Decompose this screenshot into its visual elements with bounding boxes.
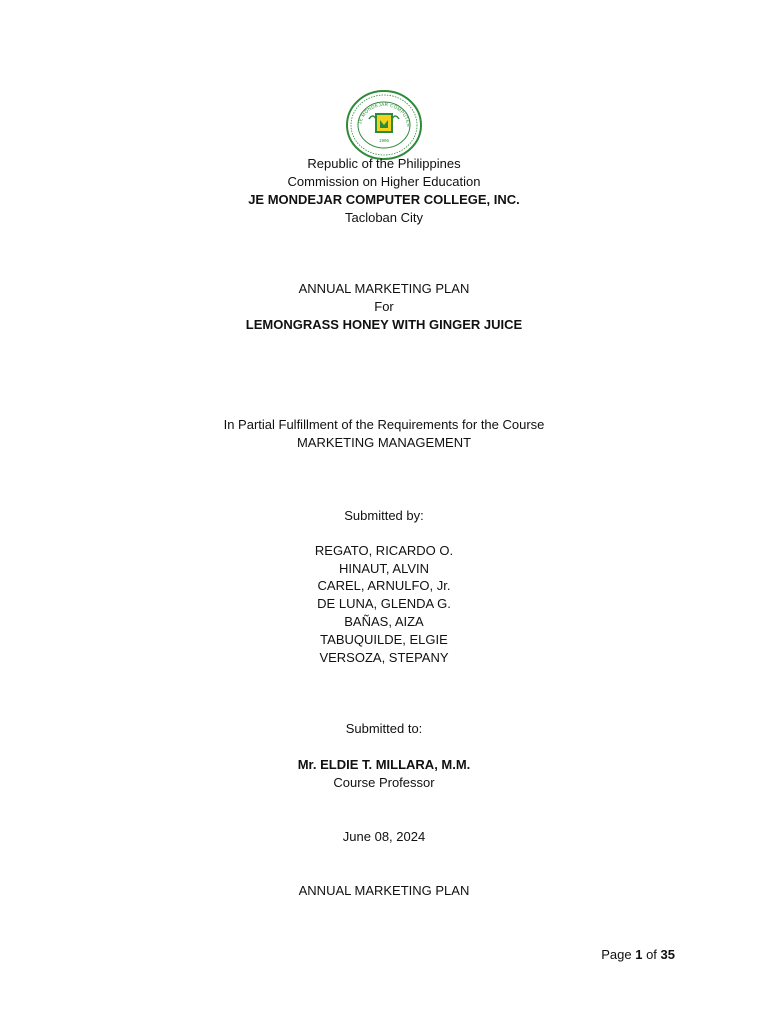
product-name: LEMONGRASS HONEY WITH GINGER JUICE (245, 317, 523, 332)
footer-title: ANNUAL MARKETING PLAN (298, 883, 470, 898)
page-number-total: 35 (660, 947, 675, 962)
member-name: BAÑAS, AIZA (344, 614, 424, 629)
city-line: Tacloban City (344, 210, 424, 225)
submitted-by-label: Submitted by: (344, 508, 424, 523)
member-name: VERSOZA, STEPANY (319, 650, 449, 665)
commission-line: Commission on Higher Education (287, 174, 481, 189)
member-name: REGATO, RICARDO O. (314, 543, 454, 558)
professor-name: Mr. ELDIE T. MILLARA, M.M. (297, 757, 471, 772)
seal-arc-text: JE MONDEJAR COMPUTER (357, 101, 412, 128)
seal-year: 1996 (378, 138, 390, 143)
college-name: JE MONDEJAR COMPUTER COLLEGE, INC. (248, 192, 520, 207)
professor-role: Course Professor (333, 775, 435, 790)
member-name: TABUQUILDE, ELGIE (320, 632, 448, 647)
fulfillment-line: In Partial Fulfillment of the Requirements for the Course (223, 417, 545, 432)
page-number-current: 1 (635, 947, 643, 962)
page-number-prefix: Page (601, 947, 632, 962)
page-number-separator: of (646, 947, 657, 962)
page-number (601, 946, 675, 964)
country-line: Republic of the Philippines (307, 156, 461, 171)
submission-date: June 08, 2024 (342, 829, 426, 844)
document-title: ANNUAL MARKETING PLAN (298, 281, 470, 296)
member-name: HINAUT, ALVIN (338, 561, 430, 576)
title-for: For (374, 299, 394, 314)
course-name: MARKETING MANAGEMENT (296, 435, 472, 450)
college-seal-logo (345, 89, 423, 161)
submitted-to-label: Submitted to: (345, 721, 423, 736)
member-name: DE LUNA, GLENDA G. (317, 596, 451, 611)
member-name: CAREL, ARNULFO, Jr. (317, 578, 451, 593)
